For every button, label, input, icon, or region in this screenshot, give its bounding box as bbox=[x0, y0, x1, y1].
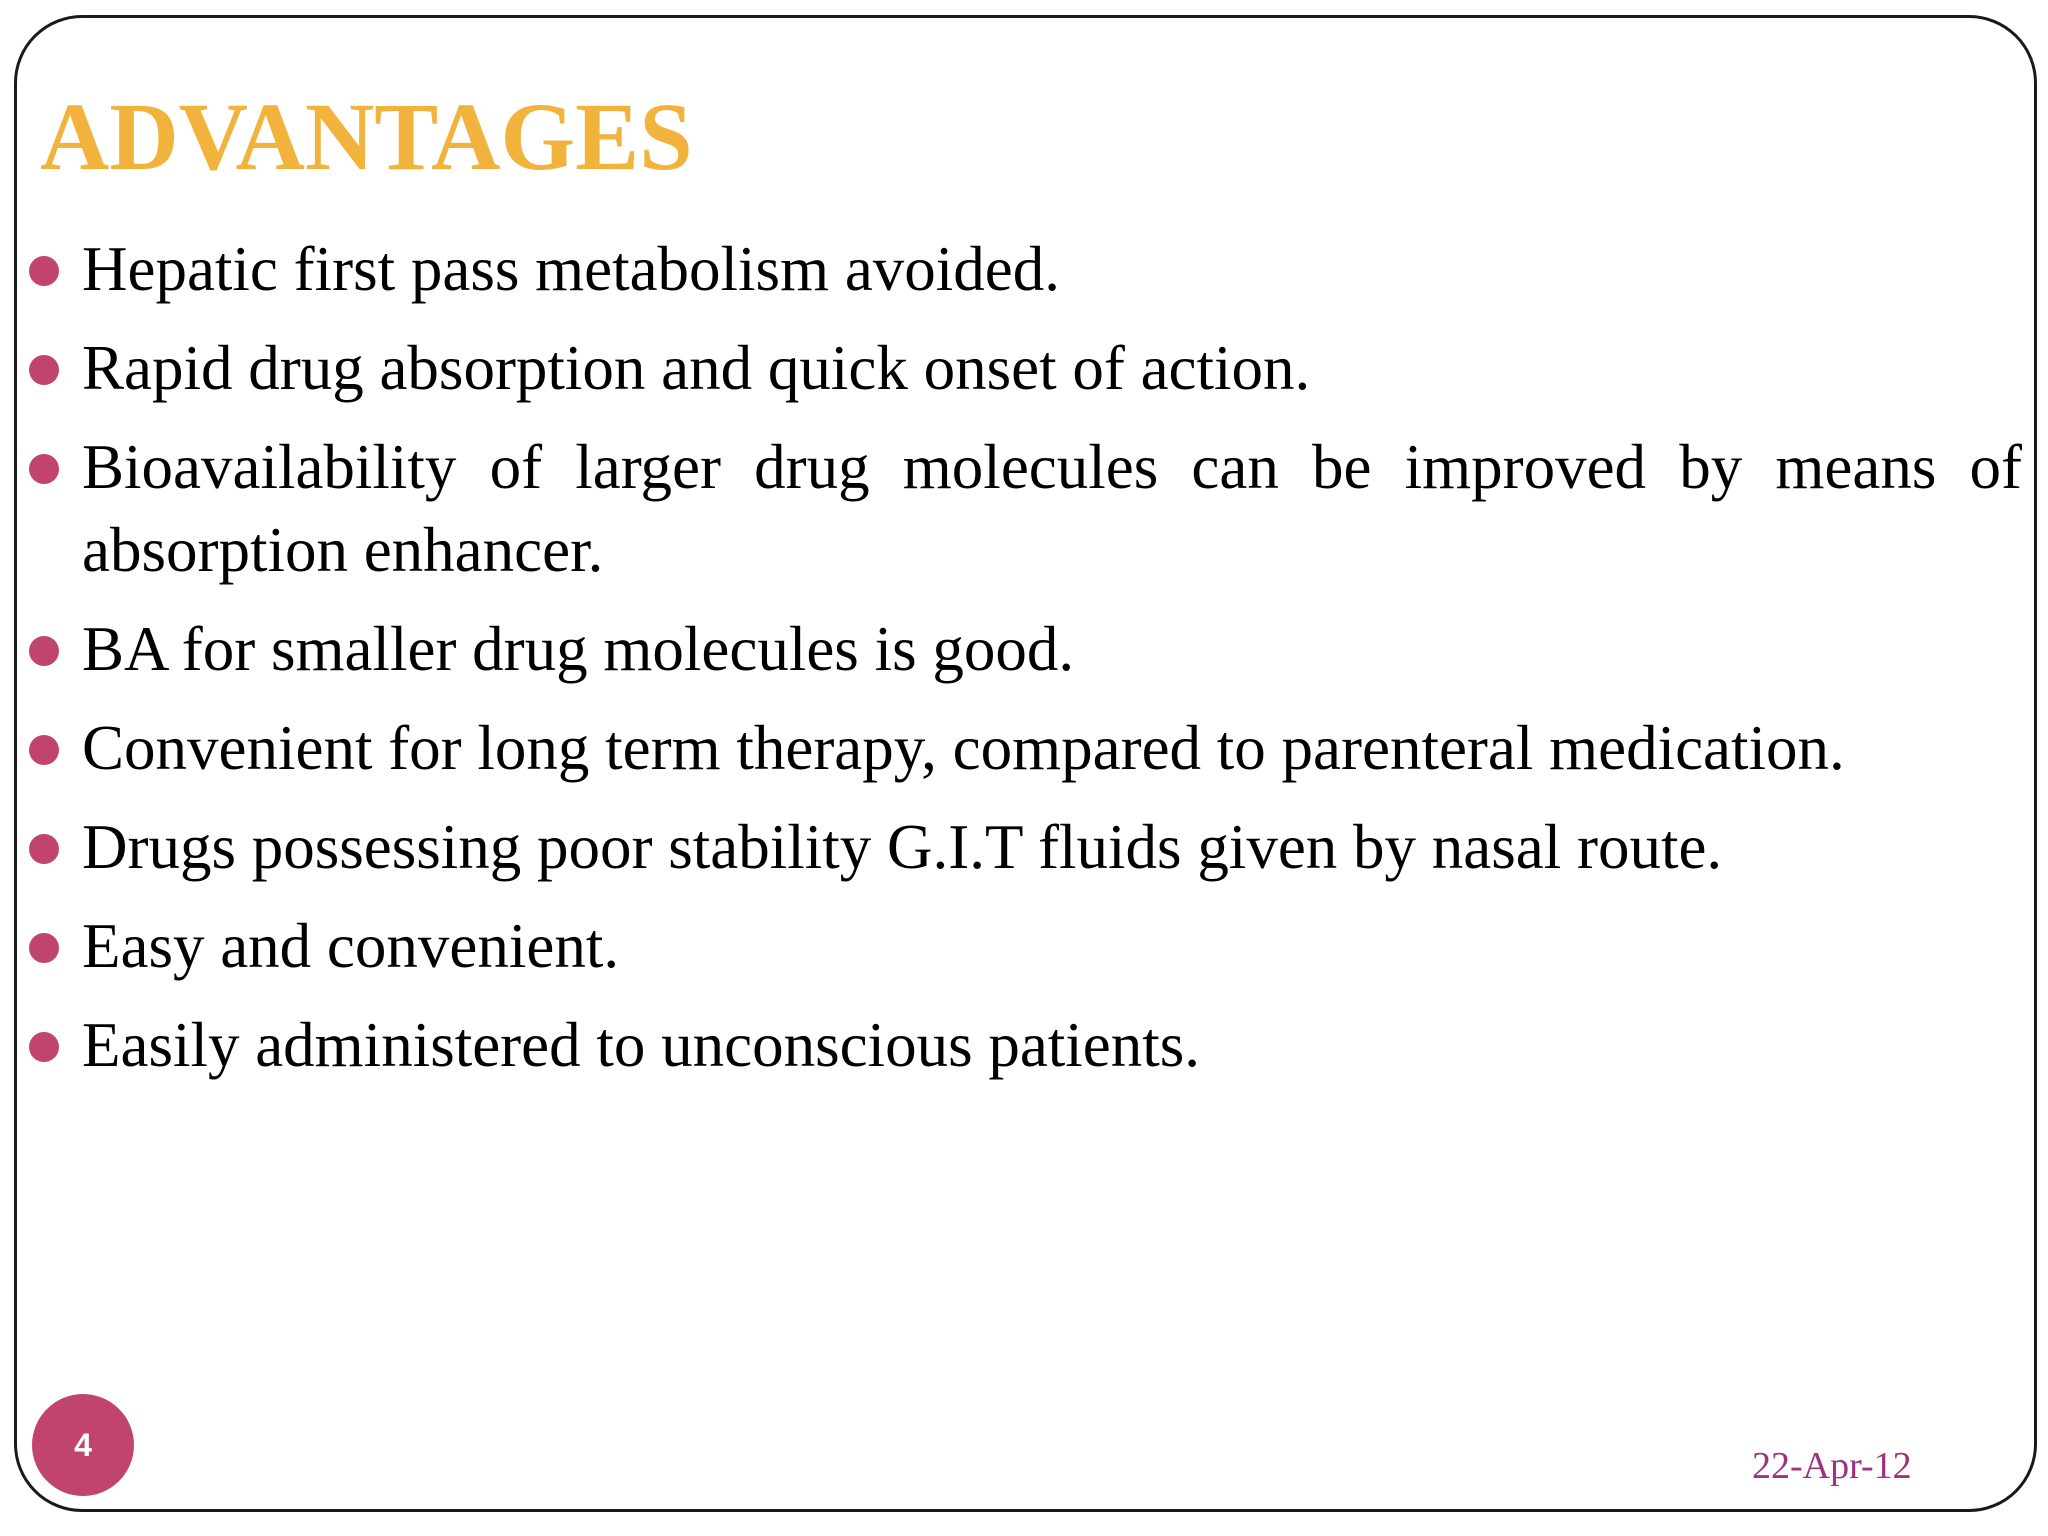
bullet-item bbox=[24, 707, 2034, 790]
bullet-text: Easily administered to unconscious patients. bbox=[82, 1010, 1201, 1080]
bullet-item bbox=[24, 327, 2034, 410]
bullet-list bbox=[24, 228, 2034, 1103]
slide-title: ADVANTAGES bbox=[40, 83, 693, 190]
bullet-dot-icon bbox=[29, 933, 59, 963]
bullet-text: Hepatic first pass metabolism avoided. bbox=[82, 234, 1061, 304]
bullet-text: Drugs possessing poor stability G.I.T fluids given by nasal route. bbox=[82, 812, 1723, 882]
bullet-text: Rapid drug absorption and quick onset of action. bbox=[82, 333, 1311, 403]
bullet-item bbox=[24, 426, 2034, 592]
bullet-item bbox=[24, 1004, 2034, 1087]
bullet-dot-icon bbox=[29, 256, 59, 286]
bullet-dot-icon bbox=[29, 355, 59, 385]
bullet-text: BA for smaller drug molecules is good. bbox=[82, 614, 1075, 684]
slide-date: 22-Apr-12 bbox=[1752, 1445, 1912, 1487]
bullet-text: Easy and convenient. bbox=[82, 911, 620, 981]
bullet-dot-icon bbox=[29, 636, 59, 666]
bullet-dot-icon bbox=[29, 1032, 59, 1062]
bullet-text: Bioavailability of larger drug molecules can be improved by means of absorption enhancer. bbox=[82, 432, 2022, 585]
bullet-item bbox=[24, 228, 2034, 311]
bullet-item bbox=[24, 806, 2034, 889]
bullet-dot-icon bbox=[29, 834, 59, 864]
bullet-item bbox=[24, 608, 2034, 691]
bullet-text: Convenient for long term therapy, compared to parenteral medication. bbox=[82, 713, 1845, 783]
bullet-dot-icon bbox=[29, 454, 59, 484]
bullet-dot-icon bbox=[29, 735, 59, 765]
bullet-item bbox=[24, 905, 2034, 988]
page-number-badge: 4 bbox=[32, 1394, 134, 1496]
